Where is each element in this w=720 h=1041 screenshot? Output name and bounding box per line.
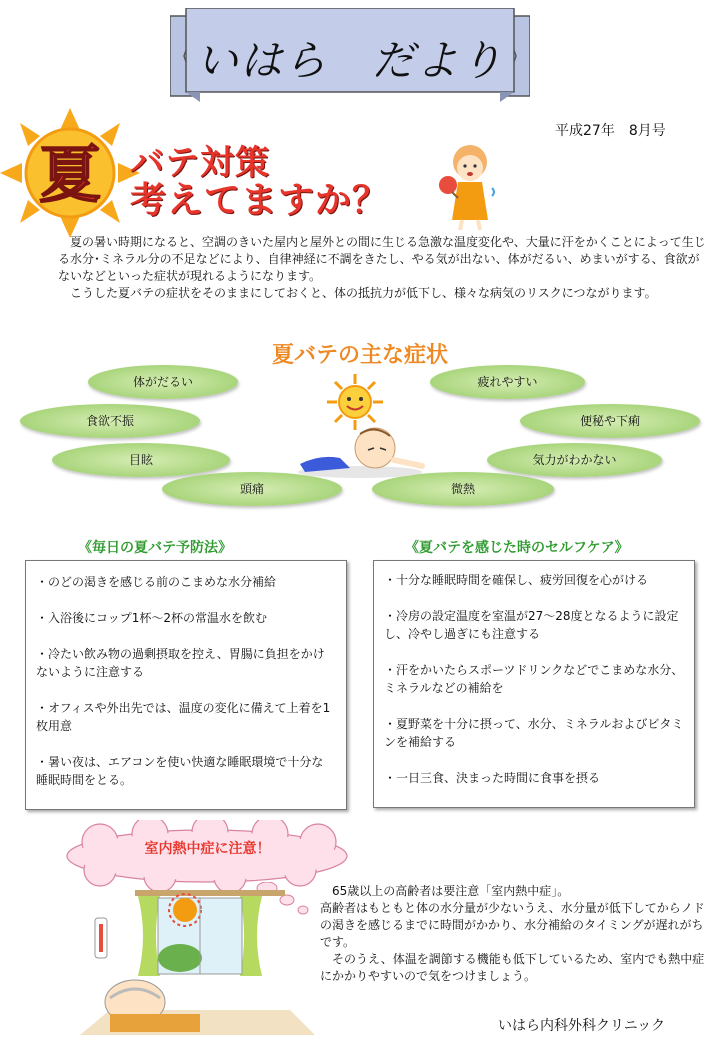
symptom-pill: 体がだるい	[88, 365, 238, 399]
heatstroke-paragraph: そのうえ、体温を調節する機能も低下しているため、室内でも熱中症にかかりやすいので気をつけましょう。	[320, 952, 705, 983]
heatstroke-text	[320, 883, 710, 985]
symptoms-title: 夏バテの主な症状	[271, 343, 448, 368]
selfcare-title: 《夏バテを感じた時のセルフケア》	[405, 540, 629, 556]
selfcare-box	[373, 560, 695, 808]
list-item: ・冷たい飲み物の過剰摂取を控え、胃腸に負担をかけないように注意する	[36, 647, 325, 679]
headline-kanji: 夏	[38, 138, 102, 211]
symptom-pill: 疲れやすい	[430, 365, 585, 399]
indoor-heatstroke-illustration	[80, 890, 315, 1035]
list-item: ・汗をかいたらスポーツドリンクなどでこまめな水分、ミネラルなどの補給を	[384, 663, 684, 695]
list-item: ・暑い夜は、エアコンを使い快適な睡眠環境で十分な睡眠時間をとる。	[36, 755, 324, 787]
girl-with-fan-illustration	[430, 140, 510, 232]
heatstroke-paragraph: 65歳以上の高齢者は要注意「室内熱中症」。	[320, 884, 570, 898]
clinic-name: いはら内科外科クリニック	[498, 1018, 666, 1034]
list-item: ・のどの渇きを感じる前のこまめな水分補給	[36, 575, 277, 589]
prevention-box	[25, 560, 347, 810]
symptom-pill: 便秘や下痢	[520, 404, 700, 438]
list-item: ・夏野菜を十分に摂って、水分、ミネラルおよびビタミンを補給する	[384, 717, 684, 749]
headline-line2: 考えてますか？	[130, 180, 390, 221]
heatstroke-title: 室内熱中症に注意！	[144, 841, 271, 857]
symptom-pill: 気力がわかない	[487, 443, 662, 477]
symptom-pill: 頭痛	[162, 472, 342, 506]
sun-illustration	[0, 108, 140, 238]
list-item: ・冷房の設定温度を室温が27～28度となるように設定し、冷やし過ぎにも注意する	[384, 609, 679, 641]
newsletter-title: いはら だより	[195, 36, 504, 85]
symptom-pill: 微熱	[372, 472, 554, 506]
headline-line1: バテ対策	[130, 143, 270, 183]
list-item: ・オフィスや外出先では、温度の変化に備えて上着を1枚用意	[36, 701, 331, 733]
intro-paragraph: 夏の暑い時期になると、空調のきいた屋内と屋外との間に生じる急激な温度変化や、大量に汗をかくことによって生じる水分･ミネラル分の不足などにより、自律神経に不調をきたし、やる気が出ない、体がだるい、めまいがする、食欲がないなどといった症状が現れるようになります。	[58, 235, 706, 283]
heatstroke-paragraph: 高齢者はもともと体の水分量が少ないうえ、水分量が低下してからノドの渇きを感じるまでに時間がかかり、水分補給のタイミングが遅れがちです。	[320, 901, 705, 949]
symptom-pill: 食欲不振	[20, 404, 200, 438]
symptom-pill: 目眩	[52, 443, 230, 477]
intro-paragraph: こうした夏バテの症状をそのままにしておくと、体の抵抗力が低下し、様々な病気のリスクにつながります。	[58, 286, 657, 300]
list-item: ・十分な睡眠時間を確保し、疲労回復を心がける	[384, 573, 649, 587]
intro-text	[58, 234, 708, 302]
tired-child-illustration	[290, 420, 430, 482]
list-item: ・一日三食、決まった時間に食事を摂る	[384, 771, 601, 785]
issue-date: 平成27年 8月号	[555, 123, 666, 139]
title-banner	[170, 8, 530, 102]
prevention-title: 《毎日の夏バテ予防法》	[78, 540, 232, 556]
list-item: ・入浴後にコップ1杯～2杯の常温水を飲む	[36, 611, 268, 625]
